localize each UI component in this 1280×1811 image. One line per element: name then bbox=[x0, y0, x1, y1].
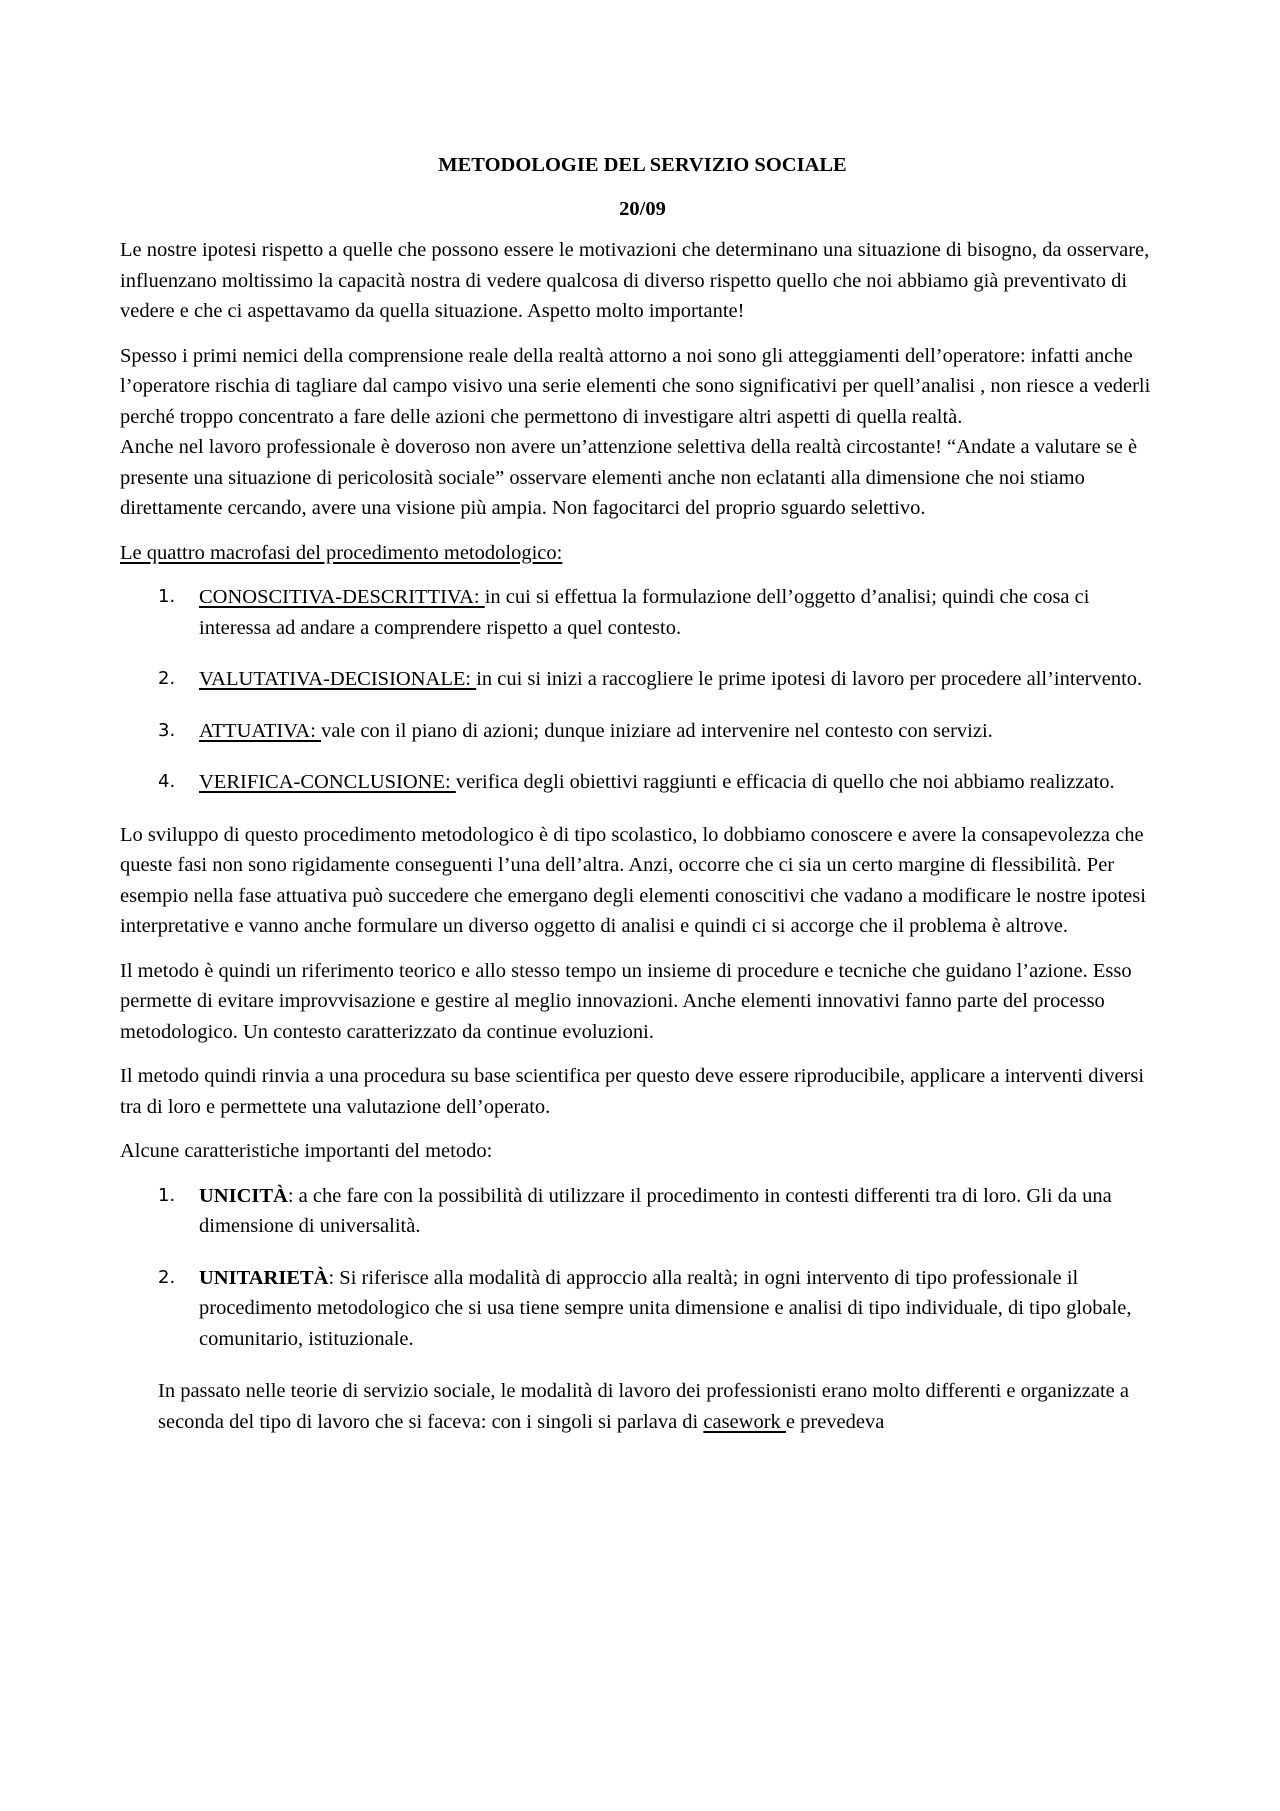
paragraph-sviluppo: Lo sviluppo di questo procedimento metodologico è di tipo scolastico, lo dobbiamo conoscere e avere la consapevolezza che queste fasi non sono rigidamente conseguenti l’una dell’altra. Anzi, occorre che ci sia un certo margine di flessibilità. Per esempio nella fase attuativa può succedere che emergano degli elementi conoscitivi che vadano a modificare le nostre ipotesi interpretative e vanno anche formulare un diverso oggetto di analisi e quindi ci si accorge che il problema è altrove. bbox=[120, 823, 1146, 937]
characteristic-label: UNICITÀ bbox=[199, 1184, 288, 1207]
paragraph-nemici: Spesso i primi nemici della comprensione reale della realtà attorno a noi sono gli atteggiamenti dell’operatore: infatti anche l’operatore rischia di tagliare dal campo visivo una serie elementi che sono significativi per quell’analisi , non riesce a vederli perché troppo concentrato a fare delle azioni che permettono di investigare altri aspetti di quella realtà. bbox=[120, 344, 1151, 428]
characteristic-label: UNITARIETÀ bbox=[199, 1266, 329, 1289]
phase-text: in cui si inizi a raccogliere le prime ipotesi di lavoro per procedere all’intervento. bbox=[476, 668, 1143, 690]
document-title: METODOLOGIE DEL SERVIZIO SOCIALE bbox=[438, 154, 847, 176]
paragraph-attenzione-selettiva: Anche nel lavoro professionale è doveroso non avere un’attenzione selettiva della realtà circostante! “Andate a valutare se è presente una situazione di pericolosità sociale” osservare elementi anche non eclatanti alla dimensione che noi stiamo direttamente cercando, avere una visione più ampia. Non fagocitarci del proprio sguardo selettivo. bbox=[120, 436, 1138, 519]
phase-label: CONOSCITIVA-DESCRITTIVA: bbox=[199, 586, 485, 608]
list-item bbox=[120, 664, 1165, 695]
list-number: 4. bbox=[158, 771, 176, 792]
macrofasi-heading: Le quattro macrofasi del procedimento metodologico: bbox=[120, 541, 563, 564]
paragraph-metodo-riferimento: Il metodo è quindi un riferimento teorico e allo stesso tempo un insieme di procedure e tecniche che guidano l’azione. Esso permette di evitare improvvisazione e gestire al meglio innovazioni. Anche elementi innovativi fanno parte del processo metodologico. Un contesto caratterizzato da continue evoluzioni. bbox=[120, 959, 1132, 1043]
phase-label: VALUTATIVA-DECISIONALE: bbox=[199, 668, 477, 690]
phase-text: in cui si effettua la formulazione dell’oggetto d’analisi; quindi che cosa ci interessa ad andare a comprendere rispetto a quel contesto. bbox=[199, 586, 1090, 639]
list-number: 3. bbox=[158, 719, 176, 741]
list-number: 2. bbox=[158, 1266, 176, 1288]
macrofasi-list bbox=[120, 582, 1165, 798]
list-item bbox=[120, 716, 1165, 747]
caratteristiche-heading: Alcune caratteristiche importanti del metodo: bbox=[120, 1140, 493, 1162]
lecture-date: 20/09 bbox=[619, 197, 666, 220]
casework-term: casework bbox=[703, 1410, 786, 1433]
phase-text: vale con il piano di azioni; dunque iniziare ad intervenire nel contesto con servizi. bbox=[321, 719, 993, 742]
list-number: 1. bbox=[158, 1184, 176, 1206]
list-item bbox=[120, 1263, 1165, 1355]
list-item bbox=[120, 582, 1165, 643]
characteristic-text: : a che fare con la possibilità di utilizzare il procedimento in contesti differenti tra di loro. Gli da una dimensione di universalità. bbox=[199, 1184, 1112, 1237]
caratteristiche-list bbox=[120, 1181, 1165, 1355]
phase-label: ATTUATIVA: bbox=[199, 719, 322, 742]
list-number: 1. bbox=[158, 586, 176, 607]
paragraph-metodo-procedura: Il metodo quindi rinvia a una procedura su base scientifica per questo deve essere riproducibile, applicare a interventi diversi tra di loro e permettete una valutazione dell’operato. bbox=[120, 1065, 1145, 1118]
phase-label: VERIFICA-CONCLUSIONE: bbox=[199, 771, 456, 793]
characteristic-text: : Si riferisce alla modalità di approccio alla realtà; in ogni intervento di tipo professionale il procedimento metodologico che si usa tiene sempre unita dimensione e analisi di tipo individuale, di tipo globale, comunitario, istituzionale. bbox=[199, 1266, 1132, 1350]
list-item bbox=[120, 1181, 1165, 1242]
list-item bbox=[120, 767, 1165, 798]
paragraph-in-passato: In passato nelle teorie di servizio sociale, le modalità di lavoro dei professionisti erano molto differenti e organizzate a seconda del tipo di lavoro che si faceva: con i singoli si parlava di casework e prevedeva bbox=[158, 1380, 1129, 1433]
paragraph-ipotesi: Le nostre ipotesi rispetto a quelle che possono essere le motivazioni che determinano una situazione di bisogno, da osservare, influenzano moltissimo la capacità nostra di vedere qualcosa di diverso rispetto quello che noi abbiamo già preventivato di vedere e che ci aspettavamo da quella situazione. Aspetto molto importante! bbox=[120, 239, 1150, 322]
document-page bbox=[120, 150, 1165, 1437]
phase-text: verifica degli obiettivi raggiunti e efficacia di quello che noi abbiamo realizzato. bbox=[455, 771, 1115, 793]
list-number: 2. bbox=[158, 668, 176, 689]
